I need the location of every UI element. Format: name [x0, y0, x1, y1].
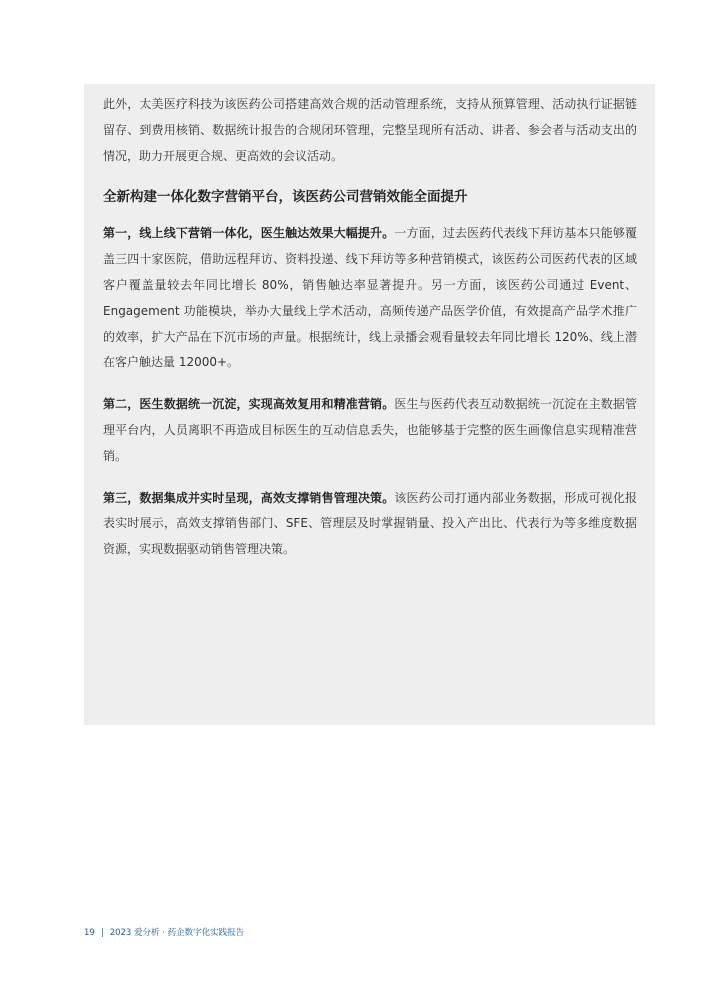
- page-footer: [84, 926, 244, 940]
- point-text-3: 该医药公司打通内部业务数据，形成可视化报表实时展示，高效支撑销售部门、SFE、管理层及时掌握销量、投入产出比、代表行为等多维度数据资源，实现数据驱动销售管理决策。: [103, 490, 637, 557]
- main-content: [103, 92, 637, 563]
- paragraph-gap: [103, 376, 637, 392]
- point-lead-2: 第二，医生数据统一沉淀，实现高效复用和精准营销。: [103, 397, 395, 412]
- point-text-2: 医生与医药代表互动数据统一沉淀在主数据管理平台内，人员离职不再造成目标医生的互动信息丢失，也能够基于完整的医生画像信息实现精准营销。: [103, 397, 637, 463]
- point-paragraph-3: [103, 486, 637, 563]
- report-title: 2023 爱分析 · 药企数字化实践报告: [109, 928, 245, 938]
- paragraph-gap: [103, 470, 637, 486]
- point-paragraph-2: [103, 392, 637, 469]
- point-paragraph-1: [103, 221, 637, 376]
- intro-paragraph: 此外，太美医疗科技为该医药公司搭建高效合规的活动管理系统，支持从预算管理、活动执行证据链留存、到费用核销、数据统计报告的合规闭环管理，完整呈现所有活动、讲者、参会者与活动支出的情况，助力开展更合规、更高效的会议活动。: [103, 97, 637, 163]
- point-text-1: 一方面，过去医药代表线下拜访基本只能够覆盖三四十家医院，借助远程拜访、资料投递、线下拜访等多种营销模式，该医药公司医药代表的区域客户覆盖量较去年同比增长 80%，销售触达率显著提升。另一方面，该医药公司通过 Event、Engagement 功能模块，举办大量线上学术活动，高频传递产品医学价值，有效提高产品学术推广的效率，扩大产品在下沉市场的声量。根据统计，线上录播会观看量较去年同比增长 120%、线上潜在客户触达量 12000+。: [103, 226, 637, 370]
- footer-separator: |: [100, 928, 104, 938]
- point-lead-3: 第三，数据集成并实时呈现，高效支撑销售管理决策。: [103, 490, 395, 505]
- page-number: 19: [84, 928, 95, 938]
- point-lead-1: 第一，线上线下营销一体化，医生触达效果大幅提升。: [103, 226, 395, 241]
- section-heading: 全新构建一体化数字营销平台，该医药公司营销效能全面提升: [103, 189, 468, 206]
